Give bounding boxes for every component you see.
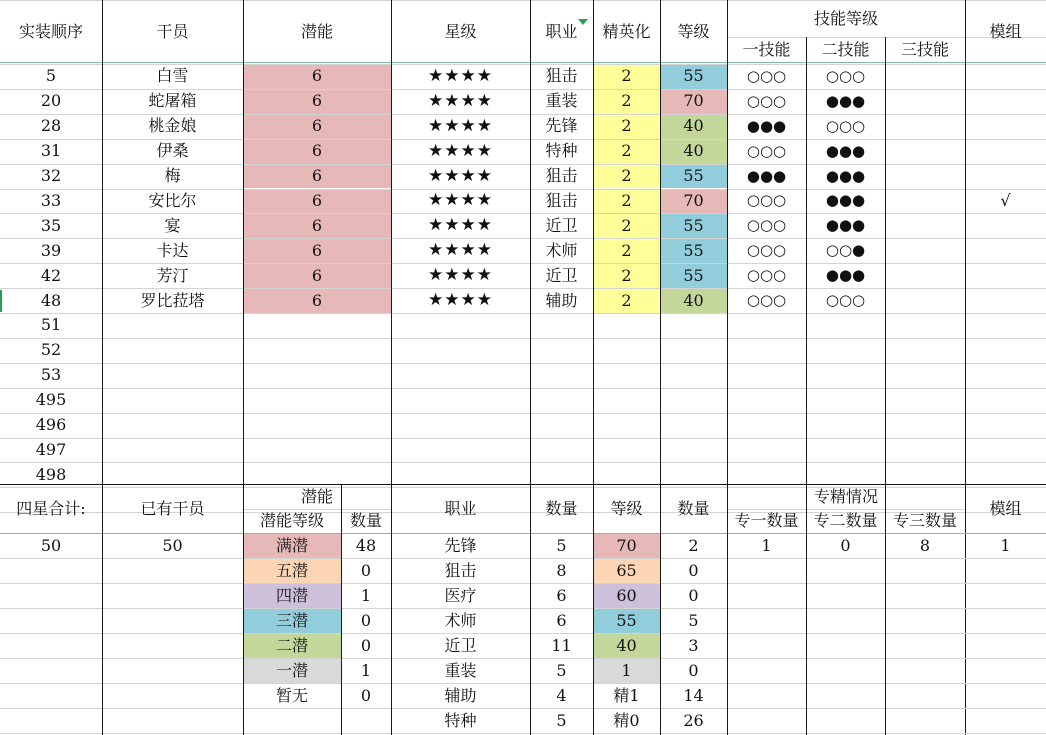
cell-skill3[interactable] [885, 89, 965, 114]
header-skill-level[interactable]: 技能等级 [813, 9, 878, 28]
level-stat-label[interactable]: 1 [621, 660, 632, 680]
cell-skill1[interactable]: ○○○ [746, 141, 787, 160]
potential-level-count[interactable]: 0 [360, 635, 372, 655]
summary-header-level-count[interactable]: 数量 [677, 498, 710, 518]
cell-skill3[interactable] [885, 213, 965, 238]
cell-operator-name[interactable]: 梅 [164, 166, 181, 186]
cell-elite[interactable]: 2 [621, 116, 632, 136]
potential-level-label[interactable]: 三潜 [275, 610, 308, 630]
class-stat-count[interactable]: 5 [556, 710, 567, 730]
cell-level[interactable]: 70 [683, 91, 704, 111]
summary-header-m3[interactable]: 专三数量 [892, 511, 957, 530]
level-stat-count[interactable]: 2 [688, 535, 699, 555]
cell-stars[interactable]: ★★★★ [428, 215, 493, 236]
cell-operator-name[interactable]: 安比尔 [148, 190, 197, 210]
cell-module[interactable] [965, 263, 1046, 288]
cell-elite[interactable]: 2 [621, 190, 632, 210]
cell-level[interactable]: 55 [683, 265, 704, 285]
cell-operator-name[interactable]: 蛇屠箱 [148, 91, 197, 111]
cell-operator-name[interactable]: 罗比菈塔 [140, 290, 205, 310]
cell-operator-name[interactable]: 宴 [164, 215, 181, 235]
cell-elite[interactable]: 2 [621, 166, 632, 186]
class-stat-label[interactable]: 术师 [444, 610, 477, 630]
class-stat-count[interactable]: 5 [556, 535, 567, 555]
cell-order[interactable]: 498 [35, 464, 67, 484]
cell-skill1[interactable]: ○○○ [746, 66, 787, 85]
cell-module[interactable] [965, 288, 1046, 313]
cell-skill2[interactable]: ○○● [825, 241, 866, 260]
cell-potential[interactable]: 6 [311, 66, 323, 86]
level-stat-count[interactable]: 0 [688, 560, 699, 580]
class-stat-label[interactable]: 狙击 [444, 560, 477, 580]
grid-line [0, 462, 1046, 463]
class-stat-label[interactable]: 特种 [444, 710, 477, 730]
cell-potential[interactable]: 6 [311, 141, 323, 161]
cell-potential[interactable]: 6 [311, 91, 323, 111]
header-level[interactable]: 等级 [677, 22, 710, 41]
cell-order[interactable]: 35 [40, 215, 62, 235]
cell-stars[interactable]: ★★★★ [428, 115, 493, 136]
cell-order[interactable]: 28 [40, 116, 62, 136]
level-stat-count[interactable]: 5 [688, 610, 699, 630]
cell-skill2[interactable]: ●●● [825, 166, 866, 185]
cell-stars[interactable]: ★★★★ [428, 290, 493, 311]
summary-header-class[interactable]: 职业 [444, 498, 477, 518]
summary-header-potential-count[interactable]: 数量 [349, 511, 382, 530]
cell-order[interactable]: 20 [40, 91, 62, 111]
cell-skill3[interactable] [885, 238, 965, 263]
cell-order[interactable]: 51 [40, 315, 62, 335]
cell-skill1[interactable]: ○○○ [746, 91, 787, 110]
cell-operator-name[interactable]: 伊桑 [156, 141, 189, 161]
summary-total-value[interactable]: 50 [40, 535, 62, 555]
cell-level[interactable]: 55 [683, 66, 704, 86]
filter-dropdown-icon[interactable] [578, 19, 588, 25]
cell-level[interactable]: 55 [683, 166, 704, 186]
cell-operator-name[interactable]: 芳汀 [156, 265, 189, 285]
cell-stars[interactable]: ★★★★ [428, 140, 493, 161]
cell-module[interactable] [965, 89, 1046, 114]
potential-level-label[interactable]: 二潜 [275, 635, 308, 655]
potential-level-count[interactable]: 1 [360, 660, 372, 680]
cell-operator-name[interactable]: 桃金娘 [148, 116, 197, 136]
cell-class[interactable]: 近卫 [545, 265, 578, 285]
cell-potential[interactable]: 6 [311, 215, 323, 235]
grid-line [0, 363, 1046, 364]
class-stat-count[interactable]: 6 [556, 610, 567, 630]
summary-m3-value[interactable]: 8 [919, 535, 931, 555]
cell-elite[interactable]: 2 [621, 240, 632, 260]
cell-skill3[interactable] [885, 114, 965, 139]
grid-line [0, 413, 1046, 414]
grid-line [0, 438, 1046, 439]
cell-skill2[interactable]: ●●● [825, 216, 866, 235]
level-stat-count[interactable]: 0 [688, 660, 699, 680]
cell-order[interactable]: 31 [40, 141, 62, 161]
cell-order[interactable]: 497 [35, 439, 67, 459]
header-release-order[interactable]: 实装顺序 [18, 22, 83, 41]
level-stat-count[interactable]: 0 [688, 585, 699, 605]
summary-module-value[interactable]: 1 [1000, 535, 1011, 555]
level-stat-label[interactable]: 精1 [613, 685, 640, 705]
cell-skill1[interactable]: ○○○ [746, 191, 787, 210]
cell-stars[interactable]: ★★★★ [428, 65, 493, 86]
level-stat-label[interactable]: 40 [616, 635, 637, 655]
cell-class[interactable]: 术师 [545, 240, 578, 260]
header-potential[interactable]: 潜能 [300, 22, 333, 41]
summary-header-m1[interactable]: 专一数量 [734, 511, 799, 530]
header-rarity[interactable]: 星级 [444, 22, 477, 41]
header-class[interactable]: 职业 [545, 22, 578, 41]
cell-operator-name[interactable]: 白雪 [156, 66, 189, 86]
grid-line [0, 62, 1046, 63]
summary-header-total[interactable]: 四星合计: [16, 498, 86, 518]
potential-level-count[interactable]: 0 [360, 560, 372, 580]
cell-stars[interactable]: ★★★★ [428, 190, 493, 211]
summary-header-mastery[interactable]: 专精情况 [813, 486, 878, 506]
cell-skill3[interactable] [885, 288, 965, 313]
potential-level-count[interactable]: 0 [360, 685, 372, 705]
cell-elite[interactable]: 2 [621, 91, 632, 111]
cell-skill3[interactable] [885, 139, 965, 164]
class-stat-count[interactable]: 11 [551, 635, 572, 655]
cell-class[interactable]: 辅助 [545, 290, 578, 310]
cell-potential[interactable]: 6 [311, 290, 323, 310]
level-stat-label[interactable]: 55 [616, 610, 637, 630]
level-stat-label[interactable]: 70 [616, 535, 637, 555]
class-stat-label[interactable]: 医疗 [444, 585, 477, 605]
grid-line [0, 388, 1046, 389]
potential-level-label[interactable]: 满潜 [275, 535, 308, 555]
level-stat-count[interactable]: 26 [683, 710, 704, 730]
cell-stars[interactable]: ★★★★ [428, 165, 493, 186]
cell-skill3[interactable] [885, 263, 965, 288]
cell-skill2[interactable]: ●●● [825, 141, 866, 160]
selection-cursor [0, 290, 2, 312]
header-operator[interactable]: 干员 [156, 22, 189, 41]
cell-skill3[interactable] [885, 189, 965, 214]
class-stat-count[interactable]: 6 [556, 585, 567, 605]
level-stat-count[interactable]: 14 [683, 685, 704, 705]
cell-module[interactable] [965, 238, 1046, 263]
cell-potential[interactable]: 6 [311, 116, 323, 136]
cell-order[interactable]: 495 [35, 390, 67, 410]
grid-line [0, 0, 1046, 1]
summary-header-m2[interactable]: 专二数量 [813, 511, 878, 530]
class-stat-label[interactable]: 重装 [444, 660, 477, 680]
cell-class[interactable]: 狙击 [545, 66, 578, 86]
cell-order[interactable]: 42 [40, 265, 62, 285]
potential-level-label[interactable]: 一潜 [275, 660, 308, 680]
cell-level[interactable]: 40 [683, 290, 704, 310]
summary-header-level[interactable]: 等级 [610, 498, 643, 518]
potential-level-count[interactable]: 0 [360, 610, 372, 630]
cell-module[interactable] [965, 213, 1046, 238]
cell-stars[interactable]: ★★★★ [428, 240, 493, 261]
header-skill3[interactable]: 三技能 [900, 40, 949, 59]
cell-level[interactable]: 40 [683, 141, 704, 161]
grid-line [0, 313, 1046, 314]
cell-order[interactable]: 39 [40, 240, 62, 260]
header-module[interactable]: 模组 [989, 22, 1022, 41]
summary-header-potential[interactable]: 潜能 [300, 486, 333, 506]
cell-order[interactable]: 32 [40, 166, 62, 186]
summary-m1-value[interactable]: 1 [761, 535, 772, 555]
cell-order[interactable]: 33 [40, 190, 62, 210]
cell-level[interactable]: 70 [683, 190, 704, 210]
cell-skill2[interactable]: ●●● [825, 266, 866, 285]
cell-skill2[interactable]: ○○○ [825, 66, 866, 85]
class-stat-count[interactable]: 8 [556, 560, 567, 580]
cell-module[interactable] [965, 164, 1046, 189]
cell-order[interactable]: 52 [40, 340, 62, 360]
cell-potential[interactable]: 6 [311, 166, 323, 186]
cell-class[interactable]: 近卫 [545, 215, 578, 235]
cell-skill1[interactable]: ○○○ [746, 266, 787, 285]
class-stat-label[interactable]: 先锋 [444, 535, 477, 555]
cell-module[interactable]: √ [1000, 190, 1011, 210]
cell-skill1[interactable]: ○○○ [746, 241, 787, 260]
cell-level[interactable]: 40 [683, 116, 704, 136]
cell-module[interactable] [965, 64, 1046, 89]
class-stat-label[interactable]: 辅助 [444, 685, 477, 705]
cell-operator-name[interactable]: 卡达 [156, 240, 189, 260]
summary-header-class-count[interactable]: 数量 [545, 498, 578, 518]
summary-header-potential-level[interactable]: 潜能等级 [259, 511, 324, 530]
summary-owned-value[interactable]: 50 [162, 535, 183, 555]
cell-skill3[interactable] [885, 164, 965, 189]
cell-class[interactable]: 狙击 [545, 166, 578, 186]
level-stat-label[interactable]: 60 [616, 585, 637, 605]
cell-class[interactable]: 特种 [545, 141, 578, 161]
class-stat-count[interactable]: 5 [556, 660, 567, 680]
cell-skill2[interactable]: ○○○ [825, 291, 866, 310]
cell-order[interactable]: 496 [35, 415, 67, 435]
cell-elite[interactable]: 2 [621, 215, 632, 235]
cell-skill2[interactable]: ●●● [825, 191, 866, 210]
potential-level-label[interactable]: 四潜 [275, 585, 308, 605]
potential-level-label[interactable]: 暂无 [275, 685, 308, 705]
cell-level[interactable]: 55 [683, 215, 704, 235]
summary-m2-value[interactable]: 0 [840, 535, 851, 555]
cell-elite[interactable]: 2 [621, 290, 632, 310]
cell-class[interactable]: 重装 [545, 91, 578, 111]
summary-header-module[interactable]: 模组 [989, 498, 1022, 518]
cell-potential[interactable]: 6 [311, 190, 323, 210]
header-skill2[interactable]: 二技能 [821, 40, 870, 59]
summary-header-owned[interactable]: 已有干员 [140, 498, 205, 518]
level-stat-count[interactable]: 3 [688, 635, 699, 655]
header-elite[interactable]: 精英化 [602, 22, 651, 41]
level-stat-label[interactable]: 65 [616, 560, 637, 580]
cell-elite[interactable]: 2 [621, 141, 632, 161]
grid-line [0, 338, 1046, 339]
cell-level[interactable]: 55 [683, 240, 704, 260]
class-stat-count[interactable]: 4 [556, 685, 567, 705]
cell-skill1[interactable]: ○○○ [746, 291, 787, 310]
cell-elite[interactable]: 2 [621, 66, 632, 86]
level-stat-label[interactable]: 精0 [613, 710, 640, 730]
cell-skill1[interactable]: ●●● [746, 166, 787, 185]
grid-line [0, 733, 1046, 734]
cell-skill1[interactable]: ●●● [746, 116, 787, 135]
cell-module[interactable] [965, 114, 1046, 139]
cell-potential[interactable]: 6 [311, 265, 323, 285]
cell-order[interactable]: 53 [40, 365, 62, 385]
cell-class[interactable]: 先锋 [545, 116, 578, 136]
cell-class[interactable]: 狙击 [545, 190, 578, 210]
potential-level-label[interactable]: 五潜 [275, 560, 308, 580]
cell-order[interactable]: 48 [40, 290, 62, 310]
cell-order[interactable]: 5 [45, 66, 57, 86]
cell-elite[interactable]: 2 [621, 265, 632, 285]
cell-skill3[interactable] [885, 64, 965, 89]
cell-skill2[interactable]: ●●● [825, 91, 866, 110]
cell-skill2[interactable]: ○○○ [825, 116, 866, 135]
class-stat-label[interactable]: 近卫 [444, 635, 477, 655]
cell-skill1[interactable]: ○○○ [746, 216, 787, 235]
potential-level-count[interactable]: 48 [355, 535, 377, 555]
cell-stars[interactable]: ★★★★ [428, 90, 493, 111]
cell-stars[interactable]: ★★★★ [428, 265, 493, 286]
cell-potential[interactable]: 6 [311, 240, 323, 260]
cell-module[interactable] [965, 139, 1046, 164]
potential-level-count[interactable]: 1 [360, 585, 372, 605]
header-skill1[interactable]: 一技能 [742, 40, 791, 59]
